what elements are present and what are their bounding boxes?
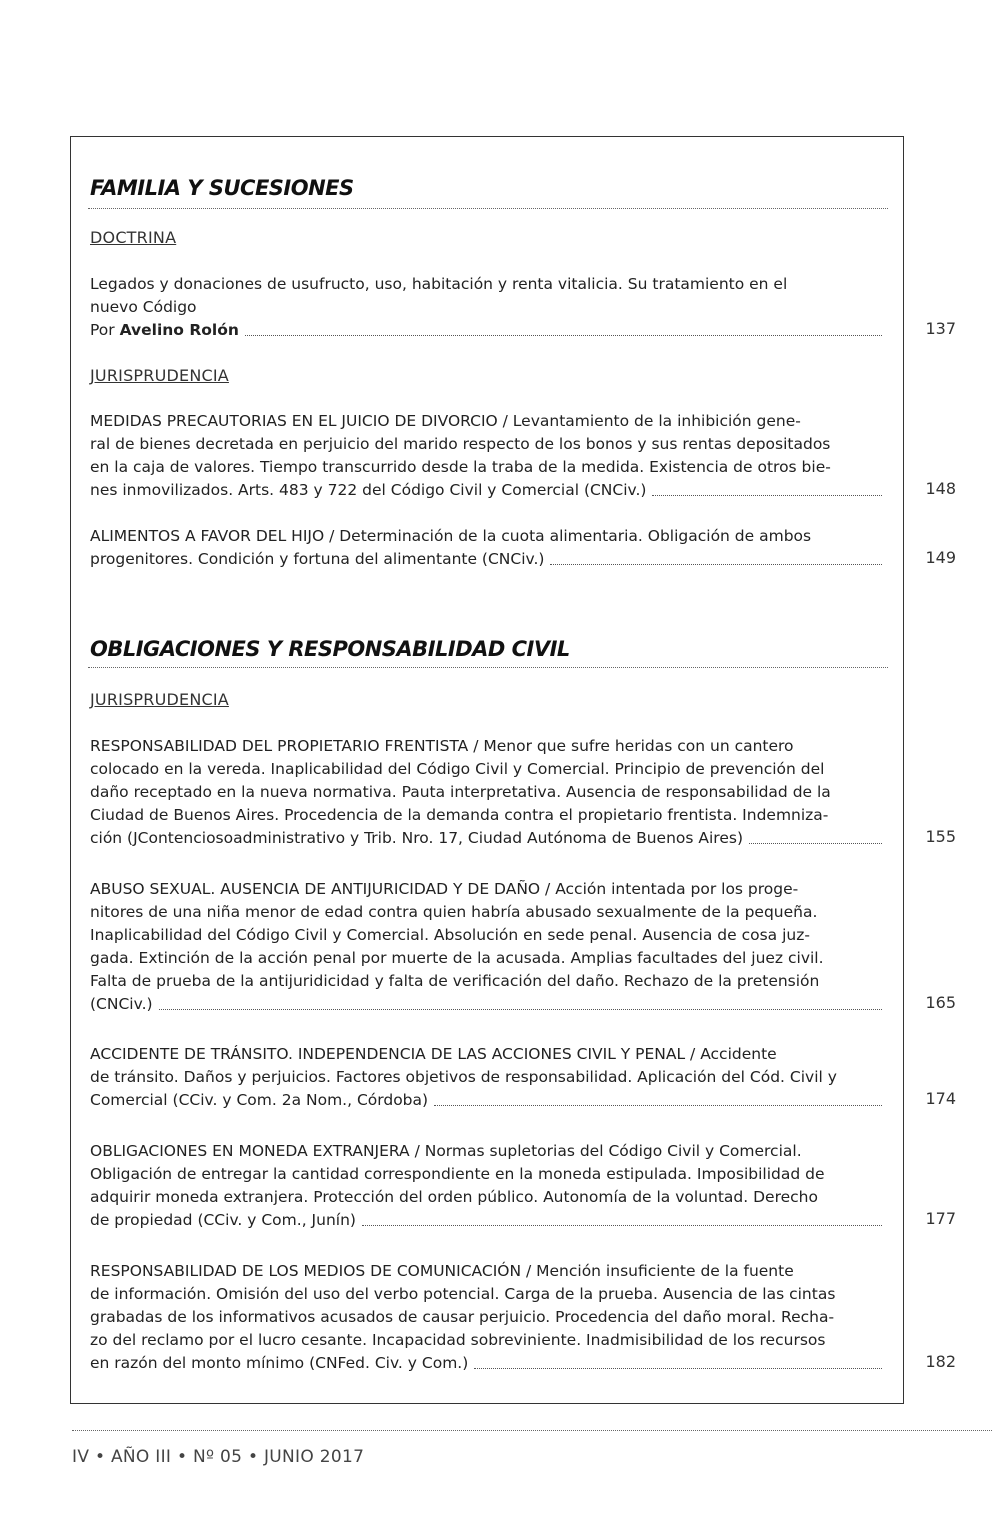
dot-leader (550, 564, 882, 565)
dot-leader (749, 843, 882, 844)
section-divider (88, 208, 888, 209)
entry-line: ral de bienes decretada en perjuicio del marido respecto de los bonos y sus rentas depositados (90, 435, 831, 453)
entry-line: MEDIDAS PRECAUTORIAS EN EL JUICIO DE DIVORCIO / Levantamiento de la inhibición gene- (90, 412, 801, 430)
entry-last-line (90, 548, 888, 571)
entry-line: de información. Omisión del uso del verbo potencial. Carga de la prueba. Ausencia de las cintas (90, 1285, 836, 1303)
author-prefix: Por (90, 321, 120, 339)
section-title: FAMILIA Y SUCESIONES (90, 176, 354, 200)
entry-line: ción (JContenciosoadministrativo y Trib. Nro. 17, Ciudad Autónoma de Buenos Aires) (90, 829, 743, 847)
dot-leader (362, 1225, 882, 1226)
section-title: OBLIGACIONES Y RESPONSABILIDAD CIVIL (90, 637, 570, 661)
toc-entry[interactable] (90, 410, 888, 502)
toc-entry[interactable] (90, 273, 888, 342)
entry-line: ACCIDENTE DE TRÁNSITO. INDEPENDENCIA DE LAS ACCIONES CIVIL Y PENAL / Accidente (90, 1045, 777, 1063)
entry-line: Comercial (CCiv. y Com. 2a Nom., Córdoba) (90, 1091, 429, 1109)
author-name: Avelino Rolón (119, 321, 239, 339)
toc-entry[interactable] (90, 878, 888, 1016)
entry-line: RESPONSABILIDAD DE LOS MEDIOS DE COMUNICACIÓN / Mención insuficiente de la fuente (90, 1262, 794, 1280)
entry-line: en razón del monto mínimo (CNFed. Civ. y Com.) (90, 1354, 469, 1372)
dot-leader (434, 1105, 882, 1106)
entry-line: Legados y donaciones de usufructo, uso, habitación y renta vitalicia. Su tratamiento en el (90, 275, 788, 293)
toc-entry[interactable] (90, 1140, 888, 1232)
page-number: 165 (925, 993, 956, 1012)
entry-line: Inaplicabilidad del Código Civil y Comercial. Absolución en sede penal. Ausencia de cosa juz- (90, 926, 810, 944)
dot-leader (652, 495, 882, 496)
entry-last-line (90, 1352, 888, 1375)
entry-line: ABUSO SEXUAL. AUSENCIA DE ANTIJURICIDAD Y DE DAÑO / Acción intentada por los proge- (90, 880, 799, 898)
section-divider (88, 667, 888, 668)
entry-line: Obligación de entregar la cantidad correspondiente en la moneda estipulada. Imposibilidad de (90, 1165, 825, 1183)
entry-line: daño receptado en la nueva normativa. Pauta interpretativa. Ausencia de responsabilidad de la (90, 783, 831, 801)
entry-last-line (90, 993, 888, 1016)
entry-line: RESPONSABILIDAD DEL PROPIETARIO FRENTISTA / Menor que sufre heridas con un cantero (90, 737, 794, 755)
dot-leader (159, 1009, 882, 1010)
entry-line: ALIMENTOS A FAVOR DEL HIJO / Determinación de la cuota alimentaria. Obligación de ambos (90, 527, 812, 545)
entry-last-line (90, 1209, 888, 1232)
entry-line: nitores de una niña menor de edad contra quien habría abusado sexualmente de la pequeña. (90, 903, 818, 921)
entry-last-line (90, 1089, 888, 1112)
entry-line: OBLIGACIONES EN MONEDA EXTRANJERA / Normas supletorias del Código Civil y Comercial. (90, 1142, 802, 1160)
entry-line: nuevo Código (90, 298, 197, 316)
entry-last-line (90, 827, 888, 850)
footer-divider (72, 1430, 992, 1431)
toc-entry[interactable] (90, 525, 888, 571)
page-number: 155 (925, 827, 956, 846)
page-number: 137 (925, 319, 956, 338)
entry-line: adquirir moneda extranjera. Protección del orden público. Autonomía de la voluntad. Derecho (90, 1188, 818, 1206)
toc-entry[interactable] (90, 1043, 888, 1112)
page-number: 148 (925, 479, 956, 498)
entry-line: de tránsito. Daños y perjuicios. Factores objetivos de responsabilidad. Aplicación del Cód. Civil y (90, 1068, 837, 1086)
toc-entry[interactable] (90, 735, 888, 850)
entry-line: zo del reclamo por el lucro cesante. Incapacidad sobreviniente. Inadmisibilidad de los recursos (90, 1331, 826, 1349)
dot-leader (245, 335, 882, 336)
entry-line: gada. Extinción de la acción penal por muerte de la acusada. Amplias facultades del juez civil. (90, 949, 824, 967)
entry-last-line (90, 479, 888, 502)
group-heading: JURISPRUDENCIA (90, 366, 229, 385)
page-number: 177 (925, 1209, 956, 1228)
entry-line: (CNCiv.) (90, 995, 153, 1013)
entry-line: en la caja de valores. Tiempo transcurrido desde la traba de la medida. Existencia de otros bie- (90, 458, 831, 476)
dot-leader (474, 1368, 882, 1369)
entry-line: grabadas de los informativos acusados de causar perjuicio. Procedencia del daño moral. Recha- (90, 1308, 835, 1326)
entry-line: progenitores. Condición y fortuna del alimentante (CNCiv.) (90, 550, 545, 568)
entry-last-line (90, 319, 888, 342)
group-heading: JURISPRUDENCIA (90, 690, 229, 709)
footer-issue-info: IV • AÑO III • Nº 05 • JUNIO 2017 (72, 1447, 365, 1467)
entry-line: nes inmovilizados. Arts. 483 y 722 del Código Civil y Comercial (CNCiv.) (90, 481, 647, 499)
page-number: 182 (925, 1352, 956, 1371)
page-number: 174 (925, 1089, 956, 1108)
toc-entry[interactable] (90, 1260, 888, 1375)
page-number: 149 (925, 548, 956, 567)
group-heading: DOCTRINA (90, 228, 177, 247)
entry-line: colocado en la vereda. Inaplicabilidad del Código Civil y Comercial. Principio de prevención del (90, 760, 825, 778)
entry-line: Falta de prueba de la antijuridicidad y falta de verificación del daño. Rechazo de la pretensión (90, 972, 820, 990)
entry-line: de propiedad (CCiv. y Com., Junín) (90, 1211, 356, 1229)
entry-line: Ciudad de Buenos Aires. Procedencia de la demanda contra el propietario frentista. Indemniza- (90, 806, 829, 824)
